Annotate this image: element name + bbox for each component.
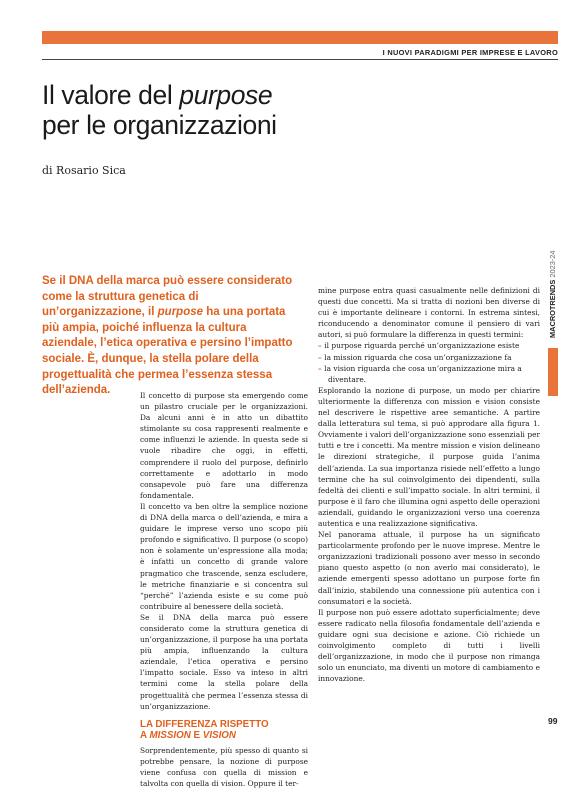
top-accent-bar [42, 31, 558, 44]
section-subhead [140, 719, 308, 742]
list-item-text: il purpose riguarda perché un’organizzazione esiste [324, 341, 520, 351]
subhead-e: E [190, 730, 203, 742]
col2-paragraph-3: Nel panorama attuale, il purpose ha un significato particolarmente profondo per le nuove imprese. Mentre le organizzazioni tradizionali possono aver messo in secondo piano questo aspetto (o non averlo mai considerato), le aziende emergenti spesso adottano un purpose forte fin dall’inizio, stabilendo una connessione più autentica con i consumatori e la società. [318, 530, 540, 606]
dash-bullet: – [318, 352, 325, 362]
list-item [318, 352, 540, 363]
lead-paragraph [42, 274, 304, 399]
lead-emphasis: purpose [157, 306, 204, 319]
title-line2: per le organizzazioni [42, 110, 277, 140]
lead-part2: ha una portata più ampia, poiché influenza la cultura aziendale, l’etica operativa e persino l’impatto sociale. È, dunque, la stella polare della progettualità che permea l’essenza stessa dell’azienda. [42, 306, 293, 397]
side-running-label [548, 251, 557, 339]
subhead-vision: VISION [202, 730, 237, 742]
section-label: I NUOVI PARADIGMI PER IMPRESE E LAVORO [382, 48, 558, 57]
col1-paragraph-1: Il concetto di purpose sta emergendo come un pilastro cruciale per le organizzazioni. Da alcuni anni è in atto un dibattito stimolante su cosa rappresenti realmente e come influenzi le aziende. In questa sede si vuole ribadire che oggi, in effetti, comprendere il ruolo del purpose, definirlo correttamente e adottarlo in modo consapevole può fare una differenza fondamentale. [140, 391, 308, 500]
subhead-a: A [140, 730, 150, 742]
title-line1-prefix: Il valore del [42, 80, 180, 110]
list-item [318, 363, 540, 385]
list-item [318, 340, 540, 351]
lead-part1: Se il DNA della marca può essere considerato come la struttura genetica di un’organizzazione, il [42, 275, 293, 319]
col2-paragraph-2: Esplorando la nozione di purpose, un modo per chiarire ulteriormente la differenza con mission e vision consiste nel descrivere le rispettive aree semantiche. A partire dalla letteratura sul tema, si può approdare alla figura 1. Ovviamente i valori dell’organizzazione sono essenziali per tutti e tre i concetti. Ma mentre mission e vision delineano le direzioni strategiche, il purpose guida l’anima dell’azienda. La sua importanza risiede nell’effetto a lungo termine che ha sul coinvolgimento dei dipendenti, sulla fedeltà dei clienti e sull’impatto sociale. In altri termini, il purpose è il faro che illumina ogni aspetto delle operazioni aziendali, guidando le organizzazioni verso una coerenza autentica e una realizzazione significativa. [318, 385, 540, 528]
subhead-mission: MISSION [149, 730, 191, 742]
body-column-2 [318, 285, 540, 684]
body-column-1 [140, 390, 308, 789]
side-brand: MACROTRENDS [548, 279, 557, 338]
dash-bullet: – [318, 363, 325, 373]
col2-paragraph-4: Il purpose non può essere adottato superficialmente; deve essere radicato nella filosofia fondamentale dell’azienda e guidare ogni sua decisione e azione. Ciò richiede un coinvolgimento completo di tutti i livelli dell’organizzazione, in modo che il purpose non rimanga solo un enunciato, ma diventi un motore di cambiamento e innovazione. [318, 607, 540, 684]
list-item-text: la vision riguarda che cosa un’organizzazione mira a diventare. [324, 363, 522, 384]
definition-list [318, 340, 540, 384]
col1-paragraph-3: Se il DNA della marca può essere considerato come la struttura genetica di un’organizzazione, il purpose ha una portata più ampia, influenzando la cultura aziendale, l’etica operativa e persino l’impatto sociale. Esso va inteso in altri termini come la stella polare della progettualità che permea l’essenza stessa di un’organizzazione. [140, 612, 308, 711]
author-byline: di Rosario Sica [42, 164, 126, 177]
title-line1-emphasis: purpose [179, 80, 273, 110]
col1-paragraph-4: Sorprendentemente, più spesso di quanto si potrebbe pensare, la nozione di purpose viene confusa con quella di mission e talvolta con quella di vision. Oppure il ter- [140, 745, 308, 788]
col1-paragraph-2: Il concetto va ben oltre la semplice nozione di DNA della marca o dell’azienda, e mira a guidare le imprese verso uno scopo più profondo e significativo. Il purpose (o scopo) non è solamente un’espressione alla moda; è infatti un concetto di grande valore pragmatico che trascende, senza escludere, le metriche finanziarie e si concentra sul “perché” l’azienda esiste e su come può contribuire al benessere della società. [140, 501, 308, 611]
side-year: 2023-24 [548, 250, 557, 280]
list-item-text: la mission riguarda che cosa un’organizzazione fa [324, 352, 512, 362]
dash-bullet: – [318, 341, 325, 351]
article-title [42, 80, 277, 140]
col2-paragraph-1: mine purpose entra quasi casualmente nelle definizioni di questi due concetti. Ma si tratta di nozioni ben diverse di cui è importante delineare i contorni. In estrema sintesi, riconducendo a denominator comune il pensiero di vari autori, si può formulare la differenza in questi termini: [318, 286, 540, 340]
title-rule [42, 59, 558, 60]
side-accent-bar [548, 348, 558, 396]
subhead-line1: LA DIFFERENZA RISPETTO [140, 718, 269, 730]
page-number: 99 [548, 716, 558, 726]
